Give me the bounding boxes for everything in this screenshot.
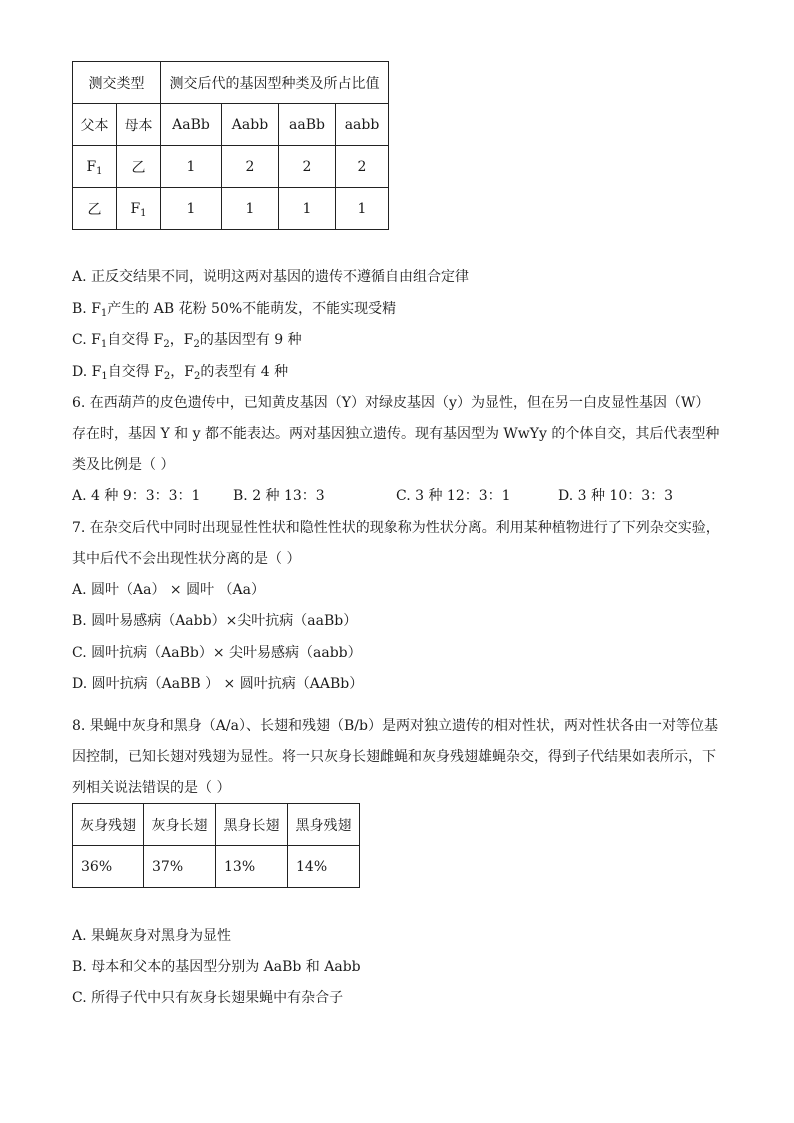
q6-stem-line-3: 类及比例是（ ） (72, 457, 175, 473)
q7-option-c: C. 圆叶抗病（AaBb）× 尖叶易感病（aabb） (72, 645, 362, 661)
table1-subheader: 母本 (117, 104, 161, 146)
table2-cell: 36% (73, 846, 144, 888)
table1-cell: 1 (161, 188, 222, 230)
table1-subheader: aabb (336, 104, 389, 146)
table-row (73, 146, 389, 188)
table1-subheader: AaBb (161, 104, 222, 146)
table1-header-type: 测交类型 (73, 62, 161, 104)
q6-stem-line-2: 存在时，基因 Y 和 y 都不能表达。两对基因独立遗传。现有基因型为 WwYy 的个体自交，其后代表型种 (72, 426, 720, 442)
q8-option-c: C. 所得子代中只有灰身长翅果蝇中有杂合子 (72, 990, 344, 1006)
q6-option-a: A. 4 种 9：3：3：1 (72, 488, 201, 504)
q6-option-c: C. 3 种 12：3：1 (396, 488, 511, 504)
q7-stem-line-1: 7. 在杂交后代中同时出现显性性状和隐性性状的现象称为性状分离。利用某种植物进行了下列杂交实验， (72, 520, 720, 536)
table-row (73, 188, 389, 230)
table1-subheader: Aabb (222, 104, 279, 146)
table-row (73, 846, 360, 888)
table1-cell: 乙 (117, 146, 161, 188)
q5-option-a: A. 正反交结果不同，说明这两对基因的遗传不遵循自由组合定律 (72, 269, 470, 285)
table1-cell: $F_1$ (117, 188, 161, 230)
table2-header: 黑身长翅 (216, 804, 288, 846)
table1-cell: 1 (222, 188, 279, 230)
q8-stem-line-3: 列相关说法错误的是（ ） (72, 780, 231, 796)
q6-stem-line-1: 6. 在西葫芦的皮色遗传中，已知黄皮基因（Y）对绿皮基因（y）为显性，但在另一白皮显性基因（W） (72, 395, 710, 411)
table1-cell: 1 (279, 188, 336, 230)
q5-option-c: C. $F_1$自交得 $F_2$，$F_2$的基因型有 9 种 (72, 332, 302, 350)
table1-cell: 2 (222, 146, 279, 188)
q6-option-b: B. 2 种 13：3 (233, 488, 325, 504)
q8-option-b: B. 母本和父本的基因型分别为 AaBb 和 Aabb (72, 959, 361, 975)
table1-cell: 1 (336, 188, 389, 230)
table2-header: 灰身长翅 (144, 804, 216, 846)
q6-option-d: D. 3 种 10：3：3 (558, 488, 674, 504)
fruitfly-offspring-table (72, 803, 360, 888)
table2-cell: 37% (144, 846, 216, 888)
q8-stem-line-2: 因控制，已知长翅对残翅为显性。将一只灰身长翅雌蝇和灰身残翅雄蝇杂交，得到子代结果如表所示，下 (72, 749, 716, 765)
q5-option-d: D. $F_1$自交得 $F_2$，$F_2$的表型有 4 种 (72, 364, 289, 382)
q7-option-d: D. 圆叶抗病（AaBB ） × 圆叶抗病（AABb） (72, 676, 364, 692)
q7-option-a: A. 圆叶（Aa） × 圆叶 （Aa） (72, 582, 266, 598)
table1-cell: 2 (336, 146, 389, 188)
q8-stem-line-1: 8. 果蝇中灰身和黑身（A/a）、长翅和残翅（B/b）是两对独立遗传的相对性状，两对性状各由一对等位基 (72, 718, 718, 734)
table1-header-result: 测交后代的基因型种类及所占比值 (161, 62, 389, 104)
table1-cell: 2 (279, 146, 336, 188)
table2-cell: 13% (216, 846, 288, 888)
table2-header: 黑身残翅 (288, 804, 360, 846)
table1-subheader: 父本 (73, 104, 117, 146)
q5-option-b: B. $F_1$产生的 AB 花粉 50%不能萌发，不能实现受精 (72, 301, 397, 319)
testcross-table (72, 61, 389, 230)
table1-cell: 乙 (73, 188, 117, 230)
table1-cell: $F_1$ (73, 146, 117, 188)
q8-option-a: A. 果蝇灰身对黑身为显性 (72, 928, 232, 944)
table1-subheader: aaBb (279, 104, 336, 146)
q7-option-b: B. 圆叶易感病（Aabb）×尖叶抗病（aaBb） (72, 613, 358, 629)
table2-header: 灰身残翅 (73, 804, 144, 846)
table1-cell: 1 (161, 146, 222, 188)
q7-stem-line-2: 其中后代不会出现性状分离的是（ ） (72, 551, 301, 567)
table2-cell: 14% (288, 846, 360, 888)
